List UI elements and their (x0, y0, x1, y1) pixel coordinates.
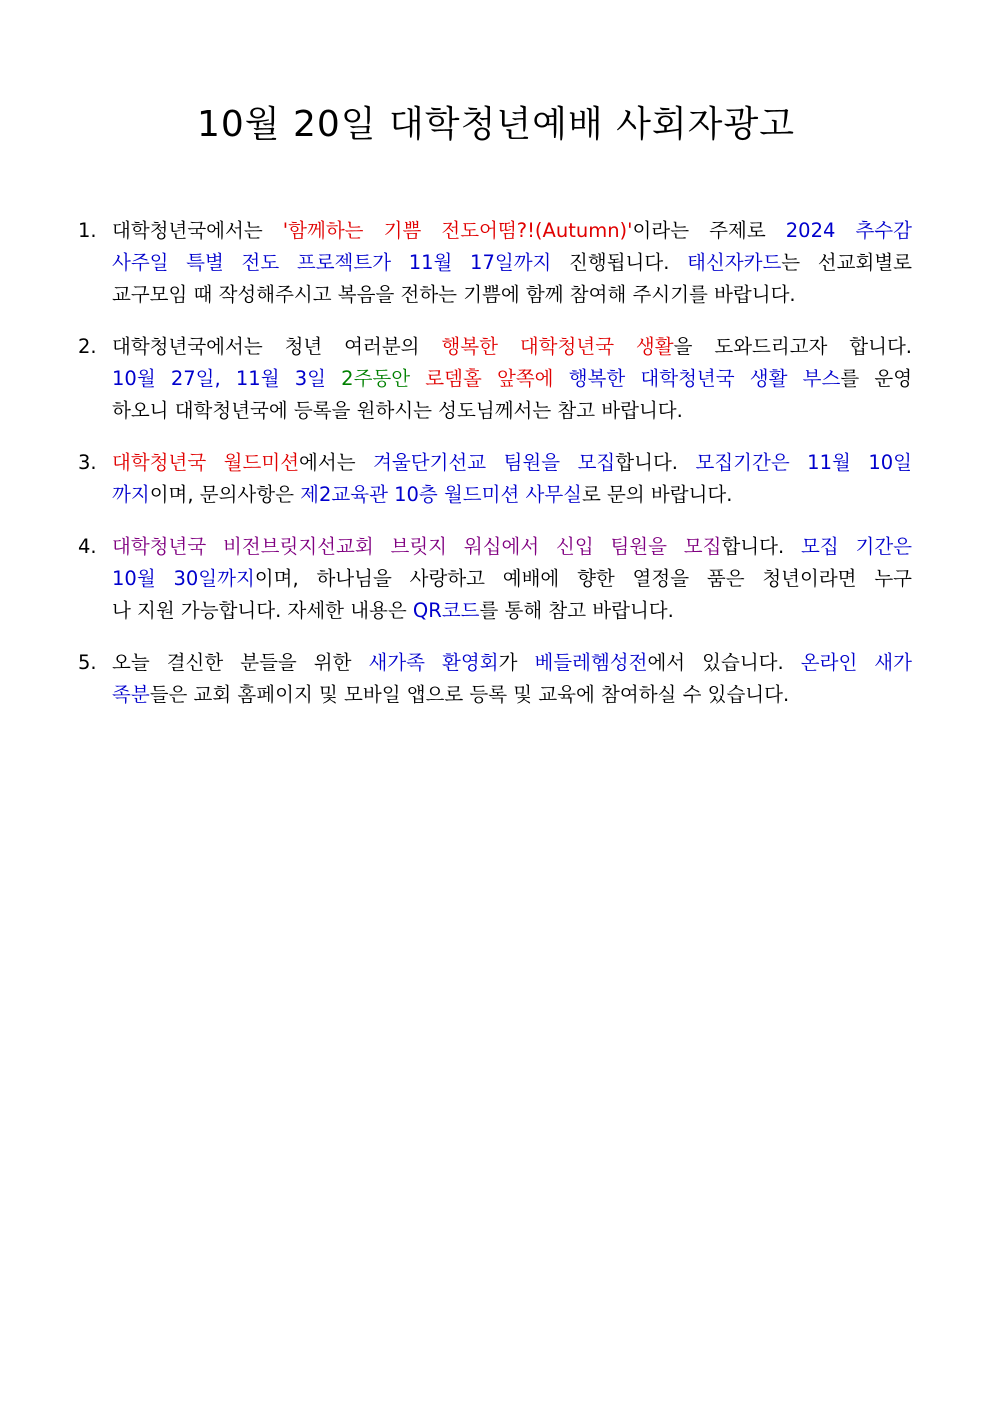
item-text (112, 647, 912, 711)
text-segment: 들은 교회 홈페이지 및 모바일 앱으로 등록 및 교육에 참여하실 수 있습니다. (149, 683, 790, 706)
text-segment: 2024 추수감 (785, 219, 912, 242)
text-segment: 대학청년국에서는 (112, 219, 283, 242)
text-line (112, 395, 912, 427)
text-line (112, 595, 912, 627)
text-segment: 로뎀홀 앞쪽에 (425, 367, 554, 390)
text-segment: 태신자카드 (687, 251, 782, 274)
text-segment (410, 367, 425, 390)
text-segment: 대학청년국 비전브릿지선교회 브릿지 워십에서 신입 팀원을 모집 (112, 535, 722, 558)
text-segment (554, 367, 569, 390)
item-number: 4. (78, 535, 97, 558)
text-line (112, 279, 912, 311)
text-segment: 합니다. (615, 451, 696, 474)
text-segment: 대학청년국에서는 청년 여러분의 (112, 335, 442, 358)
text-segment: 는 선교회별로 (781, 251, 912, 274)
text-segment: 10월 30일까지 (112, 567, 255, 590)
text-segment: 행복한 대학청년국 생활 (441, 335, 674, 358)
text-segment: 행복한 대학청년국 생활 부스 (568, 367, 841, 390)
text-segment: 사주일 특별 전도 프로젝트가 11월 17일까지 (112, 251, 552, 274)
item-text (112, 331, 912, 427)
item-text (112, 531, 912, 627)
announcement-item (78, 531, 912, 627)
announcement-item (78, 331, 912, 427)
item-text (112, 215, 912, 311)
text-line (112, 363, 912, 395)
text-segment: 이며, 하나님을 사랑하고 예배에 향한 열정을 품은 청년이라면 누구 (254, 567, 912, 590)
text-segment: 모집 기간은 (801, 535, 912, 558)
text-line (112, 447, 912, 479)
text-segment: 에서 있습니다. (647, 651, 801, 674)
item-text (112, 447, 912, 511)
announcement-list (78, 215, 912, 731)
item-number: 2. (78, 335, 97, 358)
text-line (112, 331, 912, 363)
text-segment: 하오니 대학청년국에 등록을 원하시는 성도님께서는 참고 바랍니다. (112, 399, 683, 422)
text-line (112, 531, 912, 563)
text-line (112, 479, 912, 511)
announcement-item (78, 215, 912, 311)
text-segment: 가 (498, 651, 535, 674)
text-segment: 족분 (112, 683, 150, 706)
text-segment: '함께하는 기쁨 전도어떰?!(Autumn)' (282, 219, 633, 242)
text-segment: 오늘 결신한 분들을 위한 (112, 651, 369, 674)
text-segment: 이라는 주제로 (632, 219, 786, 242)
text-line (112, 563, 912, 595)
text-segment: 합니다. (721, 535, 801, 558)
item-number: 5. (78, 651, 97, 674)
text-segment: QR코드 (412, 599, 480, 622)
text-segment: 까지 (112, 483, 150, 506)
announcement-item (78, 647, 912, 711)
text-segment: 대학청년국 월드미션 (112, 451, 300, 474)
text-line (112, 647, 912, 679)
text-segment: 온라인 새가 (800, 651, 912, 674)
text-segment: 새가족 환영회 (368, 651, 499, 674)
text-segment: 나 지원 가능합니다. 자세한 내용은 (112, 599, 413, 622)
text-segment: 베들레헴성전 (534, 651, 648, 674)
text-segment: 모집기간은 11월 10일 (695, 451, 912, 474)
item-number: 1. (78, 219, 97, 242)
text-segment: 진행됩니다. (551, 251, 688, 274)
text-segment: 를 통해 참고 바랍니다. (479, 599, 674, 622)
text-segment: 로 문의 바랍니다. (582, 483, 733, 506)
text-segment: 이며, 문의사항은 (149, 483, 301, 506)
text-segment: 제2교육관 10층 월드미션 사무실 (300, 483, 583, 506)
text-segment: 2주동안 (341, 367, 411, 390)
item-number: 3. (78, 451, 97, 474)
announcement-item (78, 447, 912, 511)
page-title: 10월 20일 대학청년예배 사회자광고 (196, 104, 796, 145)
text-segment: 10월 27일, 11월 3일 (112, 367, 342, 390)
text-line (112, 247, 912, 279)
text-segment: 겨울단기선교 팀원을 모집 (373, 451, 616, 474)
text-line (112, 215, 912, 247)
text-segment: 에서는 (299, 451, 374, 474)
text-segment: 을 도와드리고자 합니다. (673, 335, 912, 358)
text-segment: 를 운영 (840, 367, 913, 390)
text-line (112, 679, 912, 711)
text-segment: 교구모임 때 작성해주시고 복음을 전하는 기쁨에 함께 참여해 주시기를 바랍니다. (112, 283, 796, 306)
